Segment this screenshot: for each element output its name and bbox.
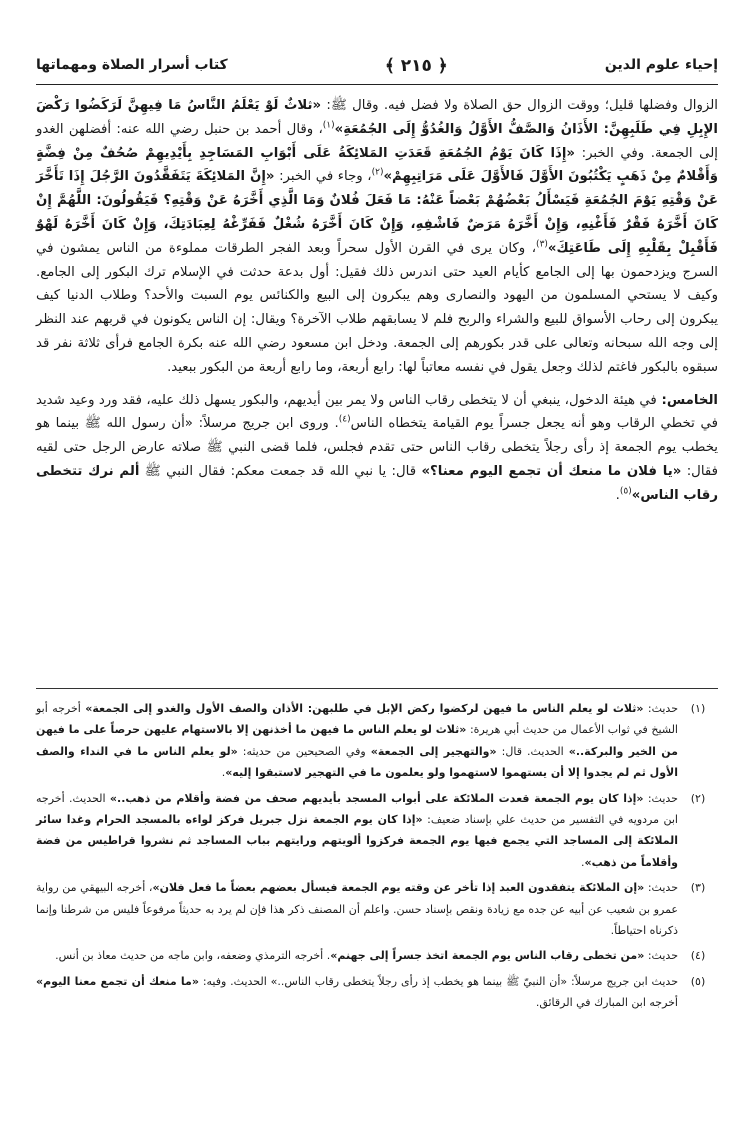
text-run: .	[221, 766, 226, 780]
footnote-body	[36, 945, 678, 966]
text-run: قال: يا نبي الله قد جمعت معكم: فقال النبي ﷺ	[139, 463, 422, 479]
footnote-body	[36, 877, 678, 941]
text-run: الزوال وفضلها قليل؛ ووقت الزوال حق الصلاة ولا فضل فيه. وقال ﷺ:	[321, 98, 719, 113]
footnote-ref: (٥)	[619, 486, 632, 497]
footnote	[36, 971, 718, 1014]
text-run: وفي الصحيحين من حديثه:	[237, 744, 371, 758]
book-title: إحياء علوم الدين	[604, 57, 718, 73]
hadith-quote: «إذا كان يوم الجمعة قعدت الملائكة على أبواب المسجد بأيديهم صحف من فضة وأقلام من ذهب..»	[109, 791, 644, 805]
hadith-quote: «لو يعلم الناس ما في النداء والصف الأول ثم لم يجدوا إلا أن يستهموا لاستهموا ولو يعلمون ما في التهجير لاستبقوا إليه»	[36, 744, 678, 780]
hadith-quote: «ثلاثٌ لَوْ يَعْلَمُ النَّاسُ مَا فِيهِنَّ لَرَكَضُوا رَكْضَ الإِبِلِ فِي طَلَبِهِنَّ: الأَذَانُ وَالصَّفُّ الأَوَّلُ وَالغُدُوُّ إِلَى الجُمُعَةِ»	[36, 98, 718, 137]
text-run: الحديث. أخرجه ابن مردويه في التفسير من حديث علي بإسناد ضعيف:	[36, 791, 678, 827]
footnote-ref: (٤)	[338, 414, 351, 425]
text-run: .	[581, 855, 585, 869]
footnote-ref: (٣)	[536, 239, 548, 250]
section-lead: الخامس:	[656, 392, 718, 408]
header-rule	[36, 84, 718, 85]
hadith-quote: «إذا كان يوم الجمعة نزل جبريل فركز لواءه بالمسجد الحرام وغدا سائر الملائكة إلى المساجد التي يجمع فيها يوم الجمعة فركزوا ألويتهم ورايتهم بباب المساجد ثم نشروا قراطيس من فضة وأقلاماً من ذهب»	[36, 813, 678, 869]
footnote-number: (٣)	[690, 881, 706, 895]
footnote-ref: (٢)	[371, 167, 384, 178]
footnotes	[36, 698, 718, 1018]
text-run: أخرجه ابن المبارك في الرقائق.	[535, 996, 678, 1010]
hadith-quote: «ثلاث لو يعلم الناس ما فيهن ما أخذنهن إلا بالاستهام عليهن حرصاً على ما فيهن من الخير والبركة..»	[36, 723, 678, 758]
text-run: ، وجاء في الخبر:	[274, 169, 372, 185]
hadith-quote: «إن الملائكة يتفقدون العبد إذا تأخر عن وقته يوم الجمعة فيسأل بعضهم بعضاً ما فعل فلان»	[152, 881, 645, 895]
hadith-quote: «ثلاث لو يعلم الناس ما فيهن لركضوا ركض الإبل في طلبهن: الأذان والصف الأول والغدو إلى الجمعة»	[85, 702, 644, 715]
footnote-separator	[36, 688, 718, 689]
text-run: . أخرجه الترمذي وضعفه، وابن ماجه من حديث معاذ بن أنس.	[55, 949, 331, 963]
hadith-quote: «إِذَا كَانَ يَوْمُ الجُمُعَةِ قَعَدَتِ المَلائِكَةُ عَلَى أَبْوَابِ المَسَاجِدِ بِأَيْدِيهِمْ صُحُفٌ مِنْ فِضَّةٍ وَأَقْلامٌ مِنْ ذَهَبٍ يَكْتُبُونَ الأَوَّلَ فَالأَوَّلَ عَلَى مَرَاتِبِهِمْ»	[36, 145, 718, 185]
text-run: ، وكان يرى في القرن الأول سحراً وبعد الفجر الطرقات مملوءة من الناس يمشون في السرج ويزدحمون بها إلى الجامع كأيام العيد حتى اندرس ذلك فقيل: أول بدعة حدثت في الإسلام ترك البكور إلى الجامع. وكيف لا يستحي المسلمون من اليهود والنصارى وهم يبكرون إلى البيع والكنائس يوم السبت والأحد؟ وطلاب الدنيا كيف يبكرون إلى رحاب الأسواق للبيع والشراء والربح فلم لا يسابقهم طلاب الآخرة؟ ويقال: إن الناس يكونون في قربهم عند النظر إلى وجه الله سبحانه وتعالى على قدر بكورهم إلى الجمعة. ودخل ابن مسعود رضي الله عنه بكرة الجامع فرأى ثلاثة نفر قد سبقوه بالبكور فاغتم لذلك وجعل يقول في نفسه معاتباً لها: رابع أربعة، وما رابع أربعة من البكور ببعيد.	[36, 240, 718, 375]
text-run: حديث:	[644, 949, 678, 963]
footnote-number: (٢)	[690, 791, 706, 805]
hadith-quote: «يا فلان ما منعك أن تجمع اليوم معنا؟»	[421, 463, 682, 479]
text-run: حديث:	[643, 702, 679, 715]
footnote-number: (١)	[690, 702, 706, 715]
footnote-body	[36, 698, 678, 784]
running-header	[36, 50, 718, 80]
text-run: الحديث. قال:	[496, 744, 569, 758]
footnote	[36, 945, 718, 966]
footnote-body	[36, 971, 678, 1014]
text-run: أخرجه أبو الشيخ في ثواب الأعمال من حديث أبي هريرة:	[36, 702, 678, 737]
footnote	[36, 698, 718, 784]
text-run: ، وقال أحمد بن حنبل رضي الله عنه: أفضلهن الغدو إلى الجمعة. وفي الخبر:	[36, 121, 719, 161]
hadith-quote: «من تخطى رقاب الناس يوم الجمعة اتخذ جسراً إلى جهنم»	[330, 949, 645, 963]
text-run: حديث ابن جريج مرسلاً: «أن النبيّ ﷺ بينما هو يخطب إذ رأى رجلاً يتخطى رقاب الناس..» الحديث. وفيه:	[198, 974, 678, 988]
text-run: . وروى ابن جريج مرسلاً: «أن رسول الله ﷺ بينما هو يخطب يوم الجمعة إذ رأى رجلاً يتخطى رقاب الناس حتى تقدم فجلس، فلما قضى النبي ﷺ صلاته عارض الرجل حتى لقيه فقال:	[36, 416, 718, 479]
page-number: ﴿ ٢١٥ ﴾	[384, 55, 448, 76]
text-run: ، أخرجه البيهقي من رواية عمرو بن شعيب عن أبيه عن جده مع زيادة ونقص بإسناد حسن. واعلم أن المصنف ذكر هذا فإن لم يرد به حديثاً مرفوعاً فليس من شرطنا وإنما ذكرناه احتياطاً.	[36, 881, 678, 938]
paragraph-2	[36, 389, 718, 508]
footnote	[36, 788, 718, 874]
footnote-number: (٥)	[690, 974, 706, 988]
chapter-title: كتاب أسرار الصلاة ومهماتها	[36, 57, 228, 73]
hadith-quote: «ما منعك أن تجمع معنا اليوم»	[36, 974, 199, 988]
text-run: حديث:	[643, 791, 678, 805]
hadith-quote: «والتهجير إلى الجمعة»	[370, 744, 497, 758]
footnote-body	[36, 788, 678, 874]
text-run: حديث:	[644, 881, 678, 895]
footnote	[36, 877, 718, 941]
paragraph-1	[36, 94, 718, 380]
hadith-quote: ألم نرك تتخطى رقاب الناس»	[36, 463, 718, 503]
text-run: .	[615, 487, 620, 503]
hadith-quote: «إِنَّ المَلائِكَةَ يَتَفَقَّدُونَ الرَّجُلَ إِذَا تَأَخَّرَ عَنْ وَقْتِهِ يَوْمَ الجُمُعَةِ فَيَسْأَلُ بَعْضُهُمْ بَعْضاً عَنْهُ: مَا فَعَلَ فُلانٌ وَمَا الَّذِي أَخَّرَهُ عَنْ وَقْتِهِ؟ فَيَقُولُونَ: اللَّهُمَّ إِنْ كَانَ أَخَّرَهُ فَقْرٌ فَأَغْنِهِ، وَإِنْ أَخَّرَهُ مَرَضٌ فَاشْفِهِ، وَإِنْ كَانَ أَخَّرَهُ شُغْلٌ فَفَرِّغْهُ لِعِبَادَتِكَ، وَإِنْ كَانَ أَخَّرَهُ لَهْوٌ فَأَقْبِلْ بِقَلْبِهِ إِلَى طَاعَتِكَ»	[36, 169, 719, 256]
text-run: في هيئة الدخول، ينبغي أن لا يتخطى رقاب الناس ولا يمر بين أيديهم، والبكور يسهل ذلك عليه، فقد ورد وعيد شديد في تخطي الرقاب وهو أنه يجعل جسراً يوم القيامة يتخطاه الناس	[36, 392, 718, 432]
footnote-ref: (١)	[322, 120, 335, 131]
main-text	[36, 94, 718, 508]
footnote-number: (٤)	[690, 949, 706, 963]
